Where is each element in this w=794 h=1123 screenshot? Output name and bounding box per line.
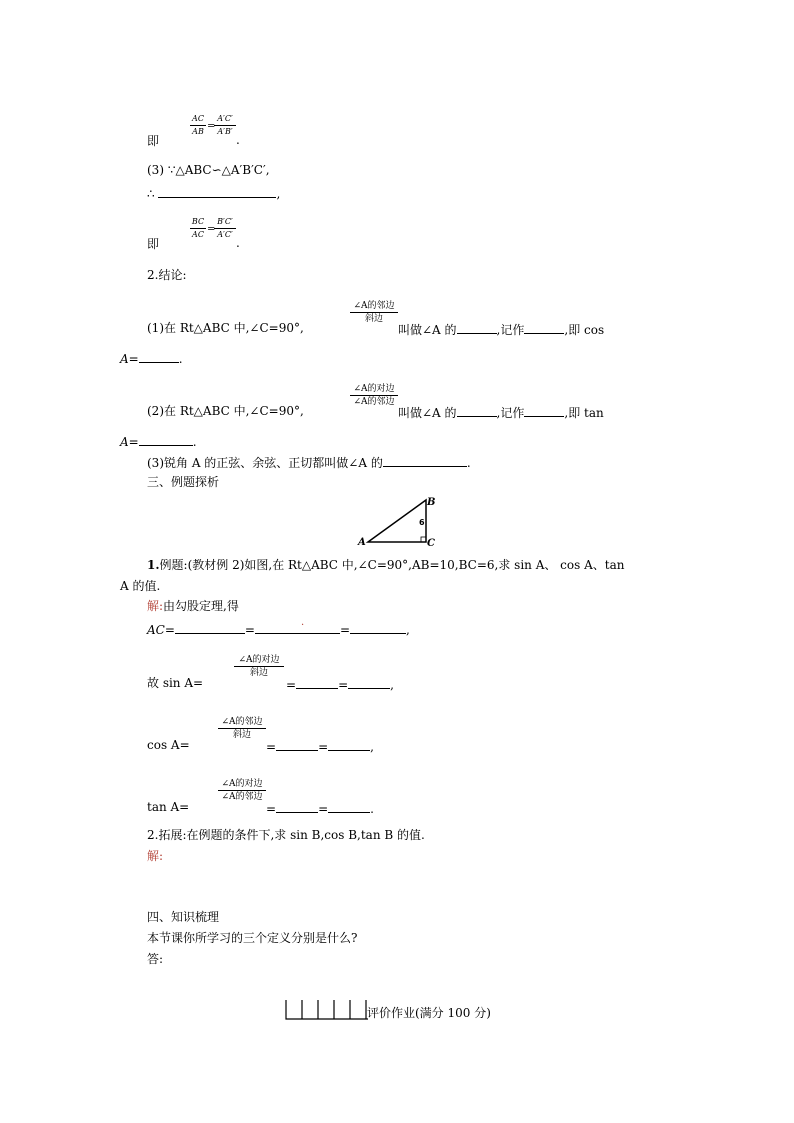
conclusion-1-mid: 叫做∠A 的: [398, 323, 457, 337]
conclusion-3-text: (3)锐角 A 的正弦、余弦、正切都叫做∠A 的: [147, 456, 383, 470]
blank-line[interactable]: [276, 801, 318, 813]
period: .: [466, 456, 471, 470]
equals-sign: =: [318, 740, 329, 754]
equals-sign: =: [207, 121, 216, 132]
homework-title: 评价作业(满分 100 分): [367, 1006, 491, 1020]
conclusion-2-rest: [398, 405, 604, 419]
blank-line[interactable]: [139, 434, 193, 446]
item3: [147, 164, 270, 176]
tan-definition-fraction: [350, 384, 398, 407]
section-4-heading: 四、知识梳理: [147, 910, 220, 924]
conclusion-2-ji: ,即 tan: [564, 406, 604, 420]
ratio-fraction-2-right: [214, 217, 236, 240]
conclusion-1-jizuo: ,记作: [496, 323, 525, 337]
side-bc-label: 6: [419, 518, 425, 527]
extension-solution-label: 解:: [147, 849, 164, 863]
fraction-denominator: 斜边: [249, 668, 268, 678]
vertex-b-label: B: [427, 497, 436, 508]
blank-line[interactable]: [348, 677, 390, 689]
comma: ,: [370, 740, 374, 754]
ratio-fraction-1-left: [190, 114, 206, 137]
blank-line[interactable]: [350, 622, 406, 634]
fraction-numerator: AC: [192, 114, 204, 123]
sin-label: 故 sin A=: [147, 676, 204, 690]
cos-equation-rest: [266, 739, 374, 753]
conclusion-1-ji: ,即 cos: [564, 323, 605, 337]
red-dot-mark: .: [301, 617, 305, 628]
sin-equation-rest: [286, 677, 394, 691]
blank-line[interactable]: [328, 801, 370, 813]
tan-equation-rest: [266, 801, 374, 815]
comma: ,: [406, 623, 410, 637]
ac-equation: [147, 622, 410, 636]
triangle-shape: [368, 500, 426, 542]
blank-line[interactable]: [328, 739, 370, 751]
period: .: [236, 133, 240, 147]
equals-sign: =: [244, 623, 255, 637]
conclusion-1-line1: [147, 322, 304, 334]
fraction-numerator: ∠A的对边: [221, 779, 263, 789]
conclusion-2-prefix: (2)在 Rt△ABC 中,∠C=90°,: [147, 404, 304, 418]
equals-sign: =: [318, 802, 329, 816]
blank-line[interactable]: [255, 622, 340, 634]
fraction-numerator: ∠A的邻边: [221, 717, 263, 727]
blank-line[interactable]: [296, 677, 338, 689]
solution-text: 由勾股定理,得: [163, 599, 239, 613]
cos-label: cos A=: [147, 738, 190, 752]
period: .: [192, 435, 197, 449]
blank-line[interactable]: [175, 622, 245, 634]
equals-sign: =: [207, 224, 216, 235]
blank-line[interactable]: [457, 322, 497, 334]
equals-sign: =: [338, 678, 349, 692]
ji-label: 即: [147, 237, 160, 251]
score-boxes: [285, 999, 369, 1021]
ji-label: 即: [147, 134, 160, 148]
fraction-numerator: A′C′: [217, 114, 233, 123]
blank-line[interactable]: [276, 739, 318, 751]
example-text: 例题:(教材例 2)如图,在 Rt△ABC 中,∠C=90°,AB=10,BC=6,求 sin A、 cos A、tan: [159, 558, 625, 572]
therefore-line: [147, 186, 280, 200]
conclusion-2-line2: [120, 434, 197, 448]
fraction-denominator: A′B′: [217, 127, 233, 136]
example-line2: A 的值.: [120, 579, 161, 593]
blank-line[interactable]: [457, 405, 497, 417]
therefore-symbol: ∴: [147, 187, 155, 201]
conclusion-2-line1: [147, 405, 304, 417]
period: .: [178, 352, 183, 366]
fraction-denominator: 斜边: [364, 314, 383, 324]
conclusion-2-mid: 叫做∠A 的: [398, 406, 457, 420]
extension-question: 2.拓展:在例题的条件下,求 sin B,cos B,tan B 的值.: [147, 828, 425, 842]
conclusion-1-prefix: (1)在 Rt△ABC 中,∠C=90°,: [147, 321, 304, 335]
blank-line[interactable]: [383, 455, 467, 467]
summary-question: 本节课你所学习的三个定义分别是什么?: [147, 931, 358, 945]
tan-fraction: [218, 779, 266, 802]
fraction-numerator: BC: [191, 217, 205, 226]
tan-a-label: A=: [120, 435, 139, 449]
conclusion-1-line2: [120, 351, 183, 365]
fraction-numerator: B′C′: [217, 217, 233, 226]
vertex-c-label: C: [427, 538, 435, 548]
similar-triangles-statement: ∵△ABC∽△A′B′C′,: [167, 163, 270, 177]
ratio-fraction-1-right: [214, 114, 236, 137]
example-line1: [147, 559, 624, 571]
equals-sign: =: [266, 802, 277, 816]
fraction-denominator: 斜边: [232, 730, 251, 740]
ac-label: AC=: [147, 623, 175, 637]
equals-sign: =: [339, 623, 351, 637]
comma: ,: [276, 187, 281, 201]
fraction-numerator: ∠A的对边: [238, 655, 280, 665]
cos-fraction: [218, 717, 266, 740]
fraction-denominator: AC: [192, 230, 204, 239]
equals-sign: =: [286, 678, 297, 692]
blank-line[interactable]: [158, 186, 276, 198]
section-3-heading: 三、例题探析: [147, 475, 220, 489]
cos-a-label: A=: [120, 352, 139, 366]
vertex-a-label: A: [358, 537, 366, 548]
fraction-numerator: ∠A的对边: [353, 384, 395, 394]
solution-line: [147, 600, 239, 612]
conclusion-3: [147, 455, 471, 469]
sin-fraction: [234, 655, 284, 678]
tan-label: tan A=: [147, 800, 190, 814]
ratio-fraction-2-left: [190, 217, 206, 240]
comma: ,: [390, 678, 394, 692]
fraction-denominator: AB: [192, 127, 204, 136]
example-number: 1.: [147, 558, 160, 572]
right-triangle-figure: [354, 492, 440, 548]
blank-line[interactable]: [524, 405, 564, 417]
cos-definition-fraction: [350, 301, 398, 324]
fraction-denominator: A′C′: [217, 230, 233, 239]
period: .: [236, 236, 240, 250]
answer-label: 答:: [147, 952, 164, 966]
fraction-denominator: ∠A的邻边: [353, 397, 395, 407]
conclusion-1-rest: [398, 322, 604, 336]
solution-label: 解:: [147, 599, 164, 613]
equals-sign: =: [266, 740, 277, 754]
fraction-numerator: ∠A的邻边: [353, 301, 395, 311]
period: .: [370, 802, 374, 816]
blank-line[interactable]: [139, 351, 179, 363]
blank-line[interactable]: [524, 322, 564, 334]
conclusion-2-jizuo: ,记作: [496, 406, 525, 420]
conclusion-heading: 2.结论:: [147, 268, 187, 282]
fraction-denominator: ∠A的邻边: [221, 792, 263, 802]
item3-label: (3): [147, 163, 164, 177]
